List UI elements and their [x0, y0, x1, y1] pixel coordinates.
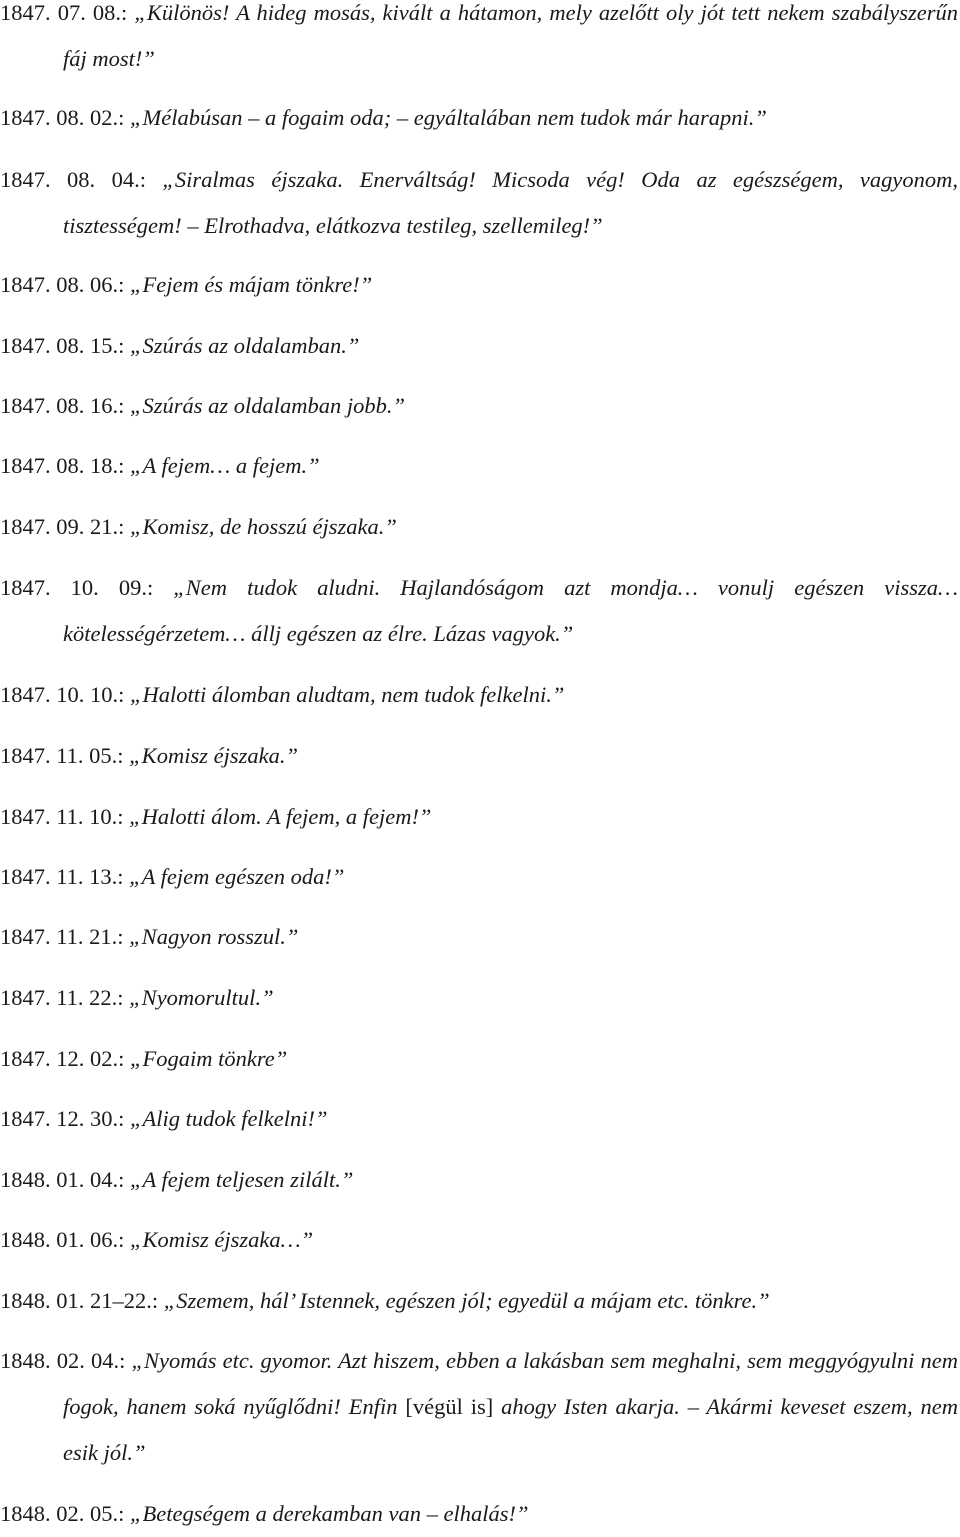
entry-date: 1847. 11. 05.: — [0, 743, 124, 768]
entry-date: 1847. 08. 04.: — [0, 167, 146, 192]
diary-entry — [0, 1278, 958, 1324]
entry-date: 1847. 12. 02.: — [0, 1046, 125, 1071]
diary-entry — [0, 854, 958, 900]
entry-text: „Nyomorultul.” — [129, 985, 274, 1010]
entry-date: 1847. 12. 30.: — [0, 1106, 125, 1131]
entry-text: „A fejem teljesen zilált.” — [130, 1167, 354, 1192]
entry-text: „Halotti álomban aludtam, nem tudok felkelni.” — [130, 682, 565, 707]
entry-text: ahogy Isten akarja. – Akármi keveset eszem, nem esik jól.” — [63, 1394, 959, 1465]
entry-text: „Különös! A hideg mosás, kivált a hátamon, mely azelőtt oly jót tett nekem szabályszerűn fáj most!” — [63, 0, 959, 71]
diary-entry — [0, 565, 958, 657]
diary-entry — [0, 323, 958, 369]
diary-entry — [0, 157, 958, 249]
diary-entry — [0, 733, 958, 779]
entry-date: 1847. 11. 22.: — [0, 985, 124, 1010]
diary-entry — [0, 1096, 958, 1142]
entry-text: „Fejem és májam tönkre!” — [130, 272, 373, 297]
entry-date: 1847. 10. 10.: — [0, 682, 125, 707]
entry-date: 1847. 09. 21.: — [0, 514, 125, 539]
entry-date: 1848. 01. 06.: — [0, 1227, 125, 1252]
entry-date: 1848. 01. 04.: — [0, 1167, 125, 1192]
diary-entry — [0, 262, 958, 308]
entry-text: „Fogaim tönkre” — [130, 1046, 288, 1071]
entry-text: „Nem tudok aludni. Hajlandóságom azt mondja… vonulj egészen vissza… kötelességérzetem… állj egészen az élre. Lázas vagyok.” — [63, 575, 958, 646]
entry-text: „Szúrás az oldalamban jobb.” — [130, 393, 406, 418]
entry-date: 1847. 08. 02.: — [0, 105, 125, 130]
entry-text: „Komisz éjszaka…” — [130, 1227, 314, 1252]
entry-text: „Nagyon rosszul.” — [129, 924, 299, 949]
entry-text: „Halotti álom. A fejem, a fejem!” — [129, 804, 432, 829]
entry-date: 1848. 02. 05.: — [0, 1501, 125, 1526]
diary-entry — [0, 1036, 958, 1082]
entry-date: 1847. 08. 06.: — [0, 272, 125, 297]
diary-entry — [0, 0, 958, 82]
diary-entry — [0, 794, 958, 840]
diary-entry — [0, 1217, 958, 1263]
diary-entry — [0, 383, 958, 429]
entry-date: 1848. 02. 04.: — [0, 1348, 126, 1373]
diary-entry — [0, 504, 958, 550]
entry-date: 1847. 08. 18.: — [0, 453, 125, 478]
entry-text: „Alig tudok felkelni!” — [130, 1106, 328, 1131]
diary-entry — [0, 1491, 958, 1537]
entry-date: 1847. 07. 08.: — [0, 0, 128, 25]
entry-date: 1847. 11. 10.: — [0, 804, 124, 829]
entry-text: „Siralmas éjszaka. Enerváltság! Micsoda vég! Oda az egészségem, vagyonom, tisztességem! – Elrothadva, elátkozva testileg, szellemileg!” — [63, 167, 958, 238]
entry-text: „Betegségem a derekamban van – elhalás!” — [130, 1501, 529, 1526]
entry-text: „Nyomás etc. gyomor. Azt hiszem, ebben a lakásban sem meghalni, sem meggyógyulni nem fogok, hanem soká nyűglődni! Enfin — [63, 1348, 958, 1419]
editorial-note: [végül is] — [405, 1394, 494, 1419]
entry-text: „Szúrás az oldalamban.” — [130, 333, 360, 358]
diary-entry — [0, 975, 958, 1021]
entry-text: „A fejem egészen oda!” — [129, 864, 345, 889]
diary-entry — [0, 672, 958, 718]
entry-date: 1847. 11. 21.: — [0, 924, 124, 949]
entry-date: 1847. 08. 16.: — [0, 393, 125, 418]
entry-date: 1847. 11. 13.: — [0, 864, 124, 889]
entry-text: „Komisz, de hosszú éjszaka.” — [130, 514, 397, 539]
entry-text: „A fejem… a fejem.” — [130, 453, 320, 478]
entry-text: „Mélabúsan – a fogaim oda; – egyáltalában nem tudok már harapni.” — [130, 105, 767, 130]
entry-text: „Szemem, hál’ Istennek, egészen jól; egyedül a májam etc. tönkre.” — [163, 1288, 770, 1313]
entry-date: 1847. 10. 09.: — [0, 575, 154, 600]
entry-date: 1848. 01. 21–22.: — [0, 1288, 159, 1313]
diary-entry — [0, 1338, 958, 1476]
diary-entry — [0, 1157, 958, 1203]
diary-entry — [0, 914, 958, 960]
entry-text: „Komisz éjszaka.” — [129, 743, 298, 768]
diary-entry — [0, 443, 958, 489]
diary-entry — [0, 95, 958, 141]
entry-date: 1847. 08. 15.: — [0, 333, 125, 358]
